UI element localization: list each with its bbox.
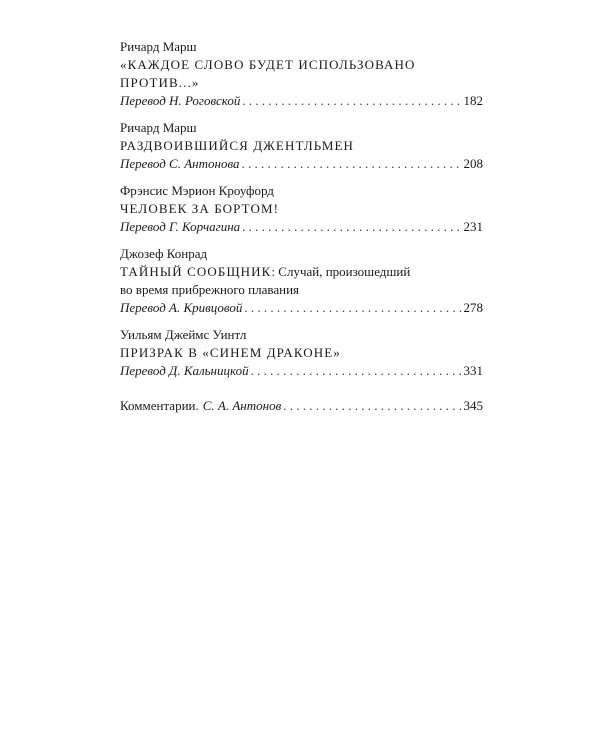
entry-translator: Перевод А. Кривцовой xyxy=(120,300,243,315)
entry-translator-row xyxy=(120,92,483,110)
section-gap xyxy=(120,389,483,397)
toc-entry xyxy=(120,326,483,380)
dot-leader xyxy=(244,299,461,317)
comments-author: С. А. Антонов xyxy=(202,398,282,413)
entry-author: Фрэнсис Мэрион Кроуфорд xyxy=(120,183,274,198)
table-of-contents xyxy=(120,38,483,415)
entry-subtitle-inline: : Случай, произошедший xyxy=(271,264,411,279)
entry-author: Джозеф Конрад xyxy=(120,246,208,261)
entry-title-line: РАЗДВОИВШИЙСЯ ДЖЕНТЛЬМЕН xyxy=(120,138,355,153)
entry-title-text: ТАЙНЫЙ СООБЩНИК xyxy=(120,264,272,279)
entry-translator-row xyxy=(120,155,483,173)
entry-translator: Перевод Н. Роговской xyxy=(120,93,241,108)
entry-translator: Перевод Г. Корчагина xyxy=(120,219,241,234)
entry-page-number: 331 xyxy=(463,363,483,378)
entry-translator: Перевод С. Антонова xyxy=(120,156,240,171)
entry-subtitle: во время прибрежного плавания xyxy=(120,282,300,297)
entry-title-line: ПРОТИВ...» xyxy=(120,75,200,90)
entry-author: Ричард Марш xyxy=(120,120,197,135)
entry-translator-row xyxy=(120,218,483,236)
dot-leader xyxy=(242,92,461,110)
entry-author: Ричард Марш xyxy=(120,39,197,54)
dot-leader xyxy=(283,397,461,415)
dot-leader xyxy=(242,218,461,236)
entry-title-line: ПРИЗРАК В «СИНЕМ ДРАКОНЕ» xyxy=(120,345,341,360)
entry-page-number: 208 xyxy=(463,156,483,171)
comments-row xyxy=(120,397,483,415)
entry-author: Уильям Джеймс Уинтл xyxy=(120,327,247,342)
toc-entry xyxy=(120,38,483,110)
dot-leader xyxy=(242,155,462,173)
comments-label: Комментарии. xyxy=(120,398,199,413)
entry-page-number: 182 xyxy=(463,93,483,108)
entry-title-line: ЧЕЛОВЕК ЗА БОРТОМ! xyxy=(120,201,280,216)
toc-entry xyxy=(120,119,483,173)
entry-translator: Перевод Д. Кальницкой xyxy=(120,363,249,378)
entry-page-number: 278 xyxy=(463,300,483,315)
entry-page-number: 231 xyxy=(463,219,483,234)
entry-translator-row xyxy=(120,362,483,380)
entry-translator-row xyxy=(120,299,483,317)
toc-entry xyxy=(120,245,483,317)
dot-leader xyxy=(251,362,462,380)
comments-page-number: 345 xyxy=(463,398,483,413)
toc-entry xyxy=(120,182,483,236)
entry-title-line: «КАЖДОЕ СЛОВО БУДЕТ ИСПОЛЬЗОВАНО xyxy=(120,57,416,72)
entry-title-line xyxy=(120,263,483,281)
